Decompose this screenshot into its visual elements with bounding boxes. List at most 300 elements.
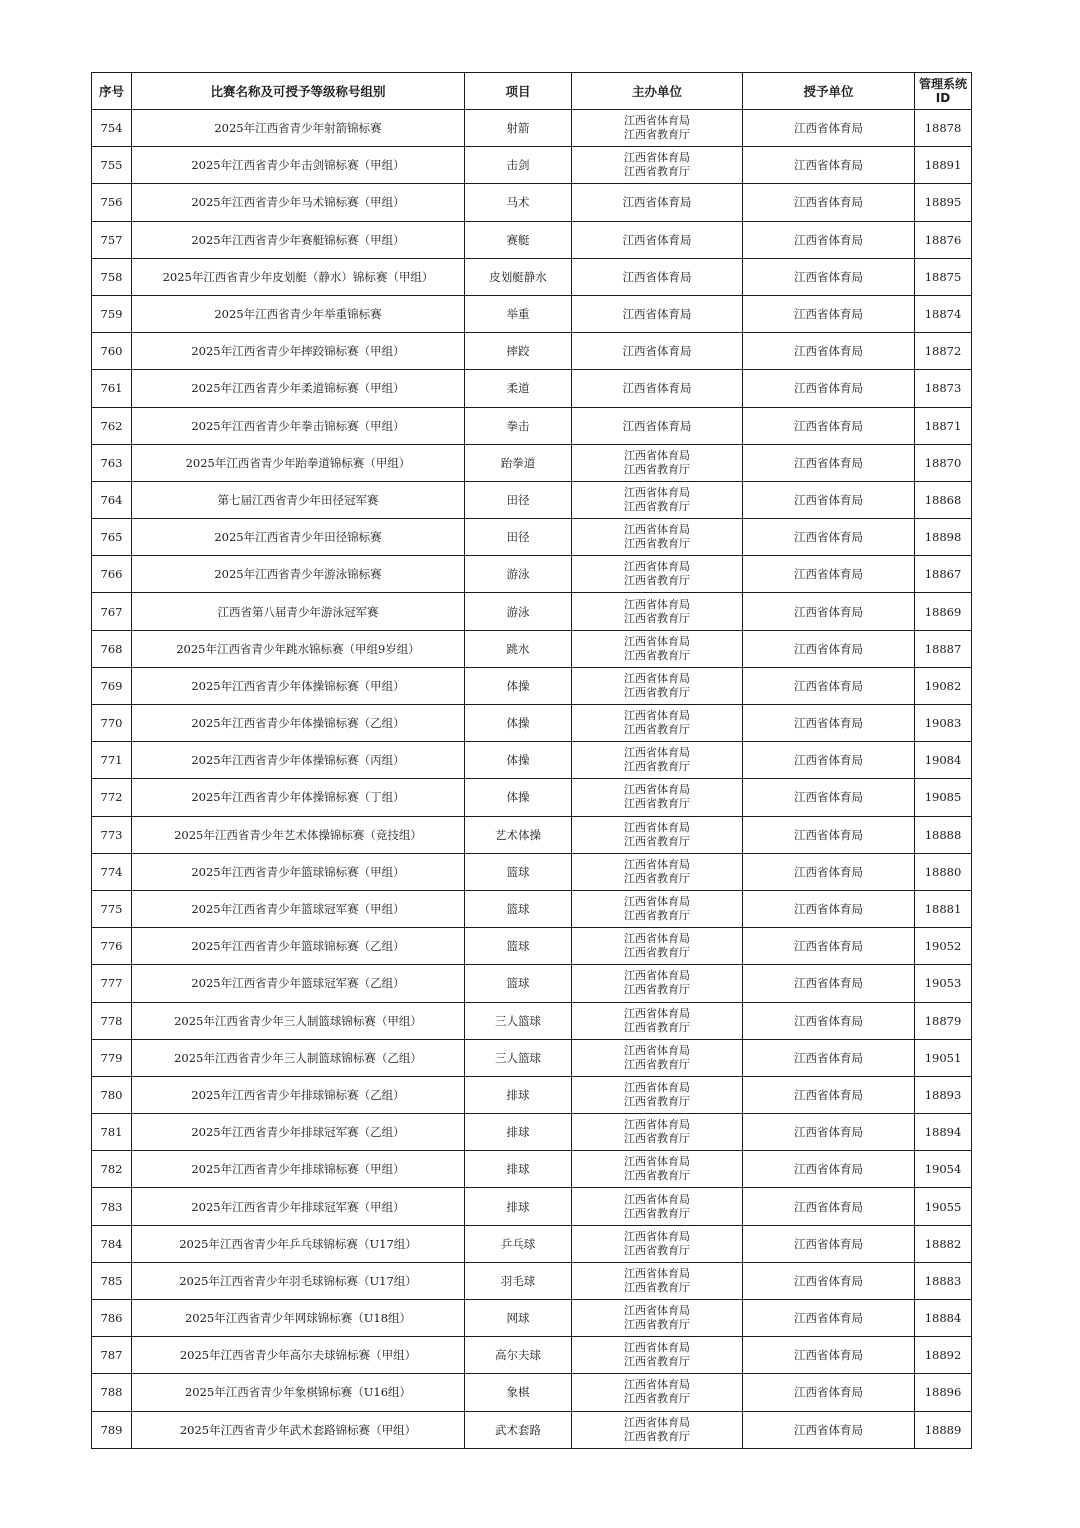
host-line: 江西省教育厅 xyxy=(624,909,690,923)
host-organization xyxy=(572,1225,743,1262)
host-organization xyxy=(572,928,743,965)
system-id: 18875 xyxy=(915,258,972,295)
competition-name: 2025年江西省青少年柔道锦标赛（甲组） xyxy=(132,370,465,407)
competition-name: 2025年江西省青少年皮划艇（静水）锦标赛（甲组） xyxy=(132,258,465,295)
host-line: 江西省体育局 xyxy=(622,307,692,322)
table-row xyxy=(92,295,972,332)
table-row xyxy=(92,1374,972,1411)
competition-name: 2025年江西省青少年击剑锦标赛（甲组） xyxy=(132,147,465,184)
grantor-organization: 江西省体育局 xyxy=(743,333,915,370)
host-line: 江西省体育局 xyxy=(624,895,690,909)
host-line: 江西省体育局 xyxy=(624,597,690,611)
competition-name: 2025年江西省青少年排球锦标赛（甲组） xyxy=(132,1151,465,1188)
row-number: 786 xyxy=(92,1300,132,1337)
event-name: 跳水 xyxy=(465,630,572,667)
grantor-organization: 江西省体育局 xyxy=(743,705,915,742)
grantor-organization: 江西省体育局 xyxy=(743,556,915,593)
host-line: 江西省教育厅 xyxy=(624,128,690,142)
host-line: 江西省体育局 xyxy=(624,783,690,797)
event-name: 击剑 xyxy=(465,147,572,184)
host-line: 江西省体育局 xyxy=(624,1341,690,1355)
row-number: 756 xyxy=(92,184,132,221)
row-number: 780 xyxy=(92,1076,132,1113)
row-number: 779 xyxy=(92,1039,132,1076)
host-organization xyxy=(572,1300,743,1337)
table-row xyxy=(92,444,972,481)
header-system-id: 管理系统ID xyxy=(915,73,972,110)
host-organization xyxy=(572,184,743,221)
host-line: 江西省体育局 xyxy=(624,1192,690,1206)
row-number: 761 xyxy=(92,370,132,407)
host-line: 江西省体育局 xyxy=(624,820,690,834)
host-line: 江西省教育厅 xyxy=(624,611,690,625)
table-row xyxy=(92,519,972,556)
host-organization xyxy=(572,1188,743,1225)
host-organization xyxy=(572,1002,743,1039)
host-organization xyxy=(572,630,743,667)
event-name: 象棋 xyxy=(465,1374,572,1411)
host-line: 江西省教育厅 xyxy=(624,1243,690,1257)
host-line: 江西省教育厅 xyxy=(624,685,690,699)
grantor-organization: 江西省体育局 xyxy=(743,630,915,667)
system-id: 19052 xyxy=(915,928,972,965)
table-row xyxy=(92,1262,972,1299)
event-name: 排球 xyxy=(465,1151,572,1188)
host-line: 江西省体育局 xyxy=(624,857,690,871)
host-organization xyxy=(572,890,743,927)
host-line: 江西省体育局 xyxy=(624,1266,690,1280)
host-organization xyxy=(572,556,743,593)
row-number: 778 xyxy=(92,1002,132,1039)
row-number: 772 xyxy=(92,779,132,816)
grantor-organization: 江西省体育局 xyxy=(743,147,915,184)
grantor-organization: 江西省体育局 xyxy=(743,1262,915,1299)
host-line: 江西省体育局 xyxy=(624,1229,690,1243)
host-organization xyxy=(572,1151,743,1188)
host-line: 江西省教育厅 xyxy=(624,1392,690,1406)
header-host: 主办单位 xyxy=(572,73,743,110)
system-id: 18882 xyxy=(915,1225,972,1262)
event-name: 游泳 xyxy=(465,593,572,630)
table-row xyxy=(92,816,972,853)
host-organization xyxy=(572,258,743,295)
table-row xyxy=(92,853,972,890)
grantor-organization: 江西省体育局 xyxy=(743,779,915,816)
system-id: 18888 xyxy=(915,816,972,853)
system-id: 18883 xyxy=(915,1262,972,1299)
event-name: 拳击 xyxy=(465,407,572,444)
host-line: 江西省教育厅 xyxy=(624,797,690,811)
system-id: 18896 xyxy=(915,1374,972,1411)
competition-name: 2025年江西省青少年跳水锦标赛（甲组9岁组） xyxy=(132,630,465,667)
grantor-organization: 江西省体育局 xyxy=(743,667,915,704)
table-row xyxy=(92,407,972,444)
host-organization xyxy=(572,816,743,853)
row-number: 769 xyxy=(92,667,132,704)
competition-name: 2025年江西省青少年赛艇锦标赛（甲组） xyxy=(132,221,465,258)
grantor-organization: 江西省体育局 xyxy=(743,1411,915,1448)
row-number: 760 xyxy=(92,333,132,370)
row-number: 781 xyxy=(92,1114,132,1151)
grantor-organization: 江西省体育局 xyxy=(743,481,915,518)
event-name: 篮球 xyxy=(465,965,572,1002)
grantor-organization: 江西省体育局 xyxy=(743,890,915,927)
grantor-organization: 江西省体育局 xyxy=(743,1002,915,1039)
system-id: 19054 xyxy=(915,1151,972,1188)
host-organization xyxy=(572,1076,743,1113)
row-number: 771 xyxy=(92,742,132,779)
event-name: 体操 xyxy=(465,742,572,779)
competition-name: 2025年江西省青少年排球锦标赛（乙组） xyxy=(132,1076,465,1113)
row-number: 759 xyxy=(92,295,132,332)
host-line: 江西省教育厅 xyxy=(624,946,690,960)
host-line: 江西省体育局 xyxy=(624,1118,690,1132)
table-row xyxy=(92,1039,972,1076)
grantor-organization: 江西省体育局 xyxy=(743,853,915,890)
grantor-organization: 江西省体育局 xyxy=(743,519,915,556)
header-grantor: 授予单位 xyxy=(743,73,915,110)
grantor-organization: 江西省体育局 xyxy=(743,1114,915,1151)
competition-name: 2025年江西省青少年象棋锦标赛（U16组） xyxy=(132,1374,465,1411)
competition-name: 2025年江西省青少年体操锦标赛（丙组） xyxy=(132,742,465,779)
host-organization xyxy=(572,1262,743,1299)
event-name: 体操 xyxy=(465,705,572,742)
host-line: 江西省体育局 xyxy=(624,485,690,499)
competition-name: 2025年江西省青少年羽毛球锦标赛（U17组） xyxy=(132,1262,465,1299)
system-id: 18893 xyxy=(915,1076,972,1113)
host-line: 江西省教育厅 xyxy=(624,983,690,997)
grantor-organization: 江西省体育局 xyxy=(743,816,915,853)
event-name: 体操 xyxy=(465,779,572,816)
host-line: 江西省教育厅 xyxy=(624,574,690,588)
event-name: 高尔夫球 xyxy=(465,1337,572,1374)
row-number: 766 xyxy=(92,556,132,593)
table-row xyxy=(92,705,972,742)
row-number: 758 xyxy=(92,258,132,295)
table-row xyxy=(92,1114,972,1151)
grantor-organization: 江西省体育局 xyxy=(743,370,915,407)
system-id: 19084 xyxy=(915,742,972,779)
grantor-organization: 江西省体育局 xyxy=(743,1337,915,1374)
table-row xyxy=(92,184,972,221)
grantor-organization: 江西省体育局 xyxy=(743,110,915,147)
grantor-organization: 江西省体育局 xyxy=(743,184,915,221)
system-id: 18869 xyxy=(915,593,972,630)
row-number: 755 xyxy=(92,147,132,184)
host-line: 江西省体育局 xyxy=(622,381,692,396)
host-line: 江西省教育厅 xyxy=(624,1318,690,1332)
event-name: 羽毛球 xyxy=(465,1262,572,1299)
grantor-organization: 江西省体育局 xyxy=(743,1300,915,1337)
host-line: 江西省体育局 xyxy=(624,114,690,128)
event-name: 排球 xyxy=(465,1076,572,1113)
row-number: 774 xyxy=(92,853,132,890)
competition-name: 2025年江西省青少年武术套路锦标赛（甲组） xyxy=(132,1411,465,1448)
host-line: 江西省体育局 xyxy=(624,523,690,537)
row-number: 770 xyxy=(92,705,132,742)
grantor-organization: 江西省体育局 xyxy=(743,742,915,779)
competition-name: 2025年江西省青少年篮球冠军赛（甲组） xyxy=(132,890,465,927)
host-line: 江西省教育厅 xyxy=(624,760,690,774)
competition-name: 第七届江西省青少年田径冠军赛 xyxy=(132,481,465,518)
competition-name: 2025年江西省青少年马术锦标赛（甲组） xyxy=(132,184,465,221)
row-number: 782 xyxy=(92,1151,132,1188)
row-number: 789 xyxy=(92,1411,132,1448)
event-name: 赛艇 xyxy=(465,221,572,258)
host-organization xyxy=(572,333,743,370)
row-number: 765 xyxy=(92,519,132,556)
competition-name: 2025年江西省青少年篮球锦标赛（甲组） xyxy=(132,853,465,890)
competition-name: 2025年江西省青少年艺术体操锦标赛（竞技组） xyxy=(132,816,465,853)
header-number: 序号 xyxy=(92,73,132,110)
table-row xyxy=(92,593,972,630)
host-line: 江西省体育局 xyxy=(624,932,690,946)
competition-name: 2025年江西省青少年三人制篮球锦标赛（甲组） xyxy=(132,1002,465,1039)
row-number: 764 xyxy=(92,481,132,518)
competition-name: 江西省第八届青少年游泳冠军赛 xyxy=(132,593,465,630)
event-name: 马术 xyxy=(465,184,572,221)
table-row xyxy=(92,779,972,816)
table-row xyxy=(92,1188,972,1225)
table-row xyxy=(92,1002,972,1039)
event-name: 皮划艇静水 xyxy=(465,258,572,295)
host-line: 江西省教育厅 xyxy=(624,1206,690,1220)
host-organization xyxy=(572,779,743,816)
row-number: 785 xyxy=(92,1262,132,1299)
competition-name: 2025年江西省青少年体操锦标赛（丁组） xyxy=(132,779,465,816)
competition-name: 2025年江西省青少年网球锦标赛（U18组） xyxy=(132,1300,465,1337)
event-name: 乒乓球 xyxy=(465,1225,572,1262)
system-id: 19051 xyxy=(915,1039,972,1076)
competition-name: 2025年江西省青少年篮球冠军赛（乙组） xyxy=(132,965,465,1002)
system-id: 18895 xyxy=(915,184,972,221)
host-line: 江西省教育厅 xyxy=(624,1355,690,1369)
system-id: 19053 xyxy=(915,965,972,1002)
host-organization xyxy=(572,147,743,184)
host-line: 江西省体育局 xyxy=(624,1080,690,1094)
row-number: 763 xyxy=(92,444,132,481)
host-line: 江西省教育厅 xyxy=(624,165,690,179)
competition-name: 2025年江西省青少年高尔夫球锦标赛（甲组） xyxy=(132,1337,465,1374)
host-organization xyxy=(572,295,743,332)
event-name: 排球 xyxy=(465,1114,572,1151)
header-competition-name: 比赛名称及可授予等级称号组别 xyxy=(132,73,465,110)
host-line: 江西省体育局 xyxy=(624,151,690,165)
event-name: 三人篮球 xyxy=(465,1039,572,1076)
grantor-organization: 江西省体育局 xyxy=(743,1225,915,1262)
host-organization xyxy=(572,110,743,147)
competition-name: 2025年江西省青少年田径锦标赛 xyxy=(132,519,465,556)
competition-name: 2025年江西省青少年举重锦标赛 xyxy=(132,295,465,332)
host-organization xyxy=(572,370,743,407)
host-line: 江西省体育局 xyxy=(624,1415,690,1429)
host-organization xyxy=(572,1039,743,1076)
row-number: 762 xyxy=(92,407,132,444)
table-row xyxy=(92,928,972,965)
host-organization xyxy=(572,1374,743,1411)
system-id: 18892 xyxy=(915,1337,972,1374)
table-row xyxy=(92,667,972,704)
system-id: 18889 xyxy=(915,1411,972,1448)
host-line: 江西省体育局 xyxy=(622,418,692,433)
host-line: 江西省教育厅 xyxy=(624,499,690,513)
table-row xyxy=(92,556,972,593)
host-line: 江西省体育局 xyxy=(624,1155,690,1169)
system-id: 19085 xyxy=(915,779,972,816)
host-line: 江西省体育局 xyxy=(624,1378,690,1392)
table-row xyxy=(92,110,972,147)
host-organization xyxy=(572,593,743,630)
competition-name: 2025年江西省青少年体操锦标赛（甲组） xyxy=(132,667,465,704)
event-name: 排球 xyxy=(465,1188,572,1225)
host-line: 江西省体育局 xyxy=(624,634,690,648)
row-number: 777 xyxy=(92,965,132,1002)
host-line: 江西省教育厅 xyxy=(624,1429,690,1443)
row-number: 784 xyxy=(92,1225,132,1262)
host-line: 江西省体育局 xyxy=(622,344,692,359)
system-id: 19055 xyxy=(915,1188,972,1225)
system-id: 18867 xyxy=(915,556,972,593)
host-line: 江西省体育局 xyxy=(622,269,692,284)
host-line: 江西省教育厅 xyxy=(624,462,690,476)
competition-name: 2025年江西省青少年篮球锦标赛（乙组） xyxy=(132,928,465,965)
host-line: 江西省体育局 xyxy=(624,969,690,983)
host-line: 江西省教育厅 xyxy=(624,1020,690,1034)
event-name: 武术套路 xyxy=(465,1411,572,1448)
grantor-organization: 江西省体育局 xyxy=(743,1151,915,1188)
table-row xyxy=(92,1225,972,1262)
row-number: 757 xyxy=(92,221,132,258)
header-event: 项目 xyxy=(465,73,572,110)
table-header-row xyxy=(92,73,972,110)
table-row xyxy=(92,258,972,295)
host-line: 江西省教育厅 xyxy=(624,1057,690,1071)
table-row xyxy=(92,742,972,779)
host-organization xyxy=(572,1114,743,1151)
event-name: 篮球 xyxy=(465,928,572,965)
host-line: 江西省教育厅 xyxy=(624,648,690,662)
host-organization xyxy=(572,221,743,258)
row-number: 768 xyxy=(92,630,132,667)
host-line: 江西省教育厅 xyxy=(624,834,690,848)
host-organization xyxy=(572,667,743,704)
grantor-organization: 江西省体育局 xyxy=(743,1076,915,1113)
host-organization xyxy=(572,481,743,518)
system-id: 18887 xyxy=(915,630,972,667)
table-row xyxy=(92,890,972,927)
host-line: 江西省体育局 xyxy=(624,560,690,574)
grantor-organization: 江西省体育局 xyxy=(743,1188,915,1225)
table-body xyxy=(92,110,972,1449)
grantor-organization: 江西省体育局 xyxy=(743,258,915,295)
row-number: 788 xyxy=(92,1374,132,1411)
system-id: 18894 xyxy=(915,1114,972,1151)
competition-name: 2025年江西省青少年体操锦标赛（乙组） xyxy=(132,705,465,742)
competition-name: 2025年江西省青少年排球冠军赛（甲组） xyxy=(132,1188,465,1225)
system-id: 18876 xyxy=(915,221,972,258)
row-number: 775 xyxy=(92,890,132,927)
competition-name: 2025年江西省青少年跆拳道锦标赛（甲组） xyxy=(132,444,465,481)
event-name: 篮球 xyxy=(465,890,572,927)
host-line: 江西省体育局 xyxy=(624,1043,690,1057)
system-id: 18871 xyxy=(915,407,972,444)
system-id: 18870 xyxy=(915,444,972,481)
host-line: 江西省教育厅 xyxy=(624,1132,690,1146)
host-line: 江西省教育厅 xyxy=(624,1169,690,1183)
host-organization xyxy=(572,444,743,481)
event-name: 游泳 xyxy=(465,556,572,593)
table-row xyxy=(92,1411,972,1448)
system-id: 18868 xyxy=(915,481,972,518)
system-id: 18874 xyxy=(915,295,972,332)
table-row xyxy=(92,333,972,370)
event-name: 射箭 xyxy=(465,110,572,147)
grantor-organization: 江西省体育局 xyxy=(743,593,915,630)
table-row xyxy=(92,965,972,1002)
competition-name: 2025年江西省青少年游泳锦标赛 xyxy=(132,556,465,593)
row-number: 767 xyxy=(92,593,132,630)
system-id: 18881 xyxy=(915,890,972,927)
host-line: 江西省教育厅 xyxy=(624,1280,690,1294)
row-number: 776 xyxy=(92,928,132,965)
host-line: 江西省教育厅 xyxy=(624,1094,690,1108)
event-name: 田径 xyxy=(465,481,572,518)
grantor-organization: 江西省体育局 xyxy=(743,295,915,332)
host-line: 江西省体育局 xyxy=(624,671,690,685)
competition-name: 2025年江西省青少年射箭锦标赛 xyxy=(132,110,465,147)
competition-name: 2025年江西省青少年乒乓球锦标赛（U17组） xyxy=(132,1225,465,1262)
host-line: 江西省体育局 xyxy=(622,195,692,210)
grantor-organization: 江西省体育局 xyxy=(743,928,915,965)
table-row xyxy=(92,1076,972,1113)
system-id: 18891 xyxy=(915,147,972,184)
competition-name: 2025年江西省青少年摔跤锦标赛（甲组） xyxy=(132,333,465,370)
competition-name: 2025年江西省青少年排球冠军赛（乙组） xyxy=(132,1114,465,1151)
system-id: 18898 xyxy=(915,519,972,556)
grantor-organization: 江西省体育局 xyxy=(743,444,915,481)
host-organization xyxy=(572,407,743,444)
competition-name: 2025年江西省青少年三人制篮球锦标赛（乙组） xyxy=(132,1039,465,1076)
host-line: 江西省体育局 xyxy=(622,232,692,247)
host-line: 江西省体育局 xyxy=(624,1304,690,1318)
table-row xyxy=(92,221,972,258)
event-name: 艺术体操 xyxy=(465,816,572,853)
event-name: 摔跤 xyxy=(465,333,572,370)
event-name: 柔道 xyxy=(465,370,572,407)
system-id: 18884 xyxy=(915,1300,972,1337)
host-line: 江西省教育厅 xyxy=(624,537,690,551)
row-number: 773 xyxy=(92,816,132,853)
event-name: 篮球 xyxy=(465,853,572,890)
host-organization xyxy=(572,705,743,742)
host-line: 江西省体育局 xyxy=(624,448,690,462)
host-organization xyxy=(572,519,743,556)
grantor-organization: 江西省体育局 xyxy=(743,1039,915,1076)
competition-table xyxy=(91,72,972,1449)
host-line: 江西省体育局 xyxy=(624,1006,690,1020)
event-name: 网球 xyxy=(465,1300,572,1337)
row-number: 754 xyxy=(92,110,132,147)
system-id: 18879 xyxy=(915,1002,972,1039)
table-row xyxy=(92,630,972,667)
system-id: 19082 xyxy=(915,667,972,704)
row-number: 783 xyxy=(92,1188,132,1225)
system-id: 18872 xyxy=(915,333,972,370)
table-row xyxy=(92,370,972,407)
system-id: 18878 xyxy=(915,110,972,147)
table-row xyxy=(92,1300,972,1337)
host-line: 江西省教育厅 xyxy=(624,871,690,885)
